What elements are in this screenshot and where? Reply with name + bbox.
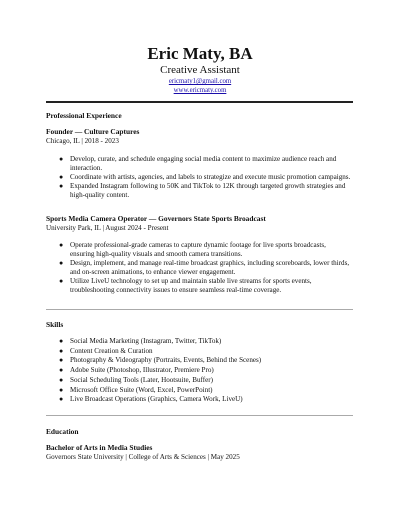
skills-list xyxy=(59,337,352,405)
job-title: Founder — Culture Captures xyxy=(46,127,140,136)
school-meta: Governors State University | College of Arts & Sciences | May 2025 xyxy=(46,452,240,461)
list-item: ● Social Media Marketing (Instagram, Twitter, TikTok) xyxy=(59,337,222,345)
list-item: ● Adobe Suite (Photoshop, Illustrator, Premiere Pro) xyxy=(59,366,214,375)
candidate-title: Creative Assistant xyxy=(160,64,240,76)
website-link[interactable]: www.ericmaty.com xyxy=(173,87,227,94)
list-item: ● Microsoft Office Suite (Word, Excel, PowerPoint) xyxy=(59,385,213,394)
bullet-icon: ● xyxy=(59,241,64,249)
list-item: ● Operate professional-grade cameras to capture dynamic footage for live sports broadcasts, ensuring high-quality visuals and smooth camera transitions. xyxy=(59,241,326,258)
degree-title: Bachelor of Arts in Media Studies xyxy=(46,443,153,452)
bullet-icon: ● xyxy=(59,366,64,375)
resume-header xyxy=(0,44,400,95)
list-item: ● Expanded Instagram following to 50K and TikTok to 12K through targeted growth strategies and high-quality content. xyxy=(59,181,346,199)
email-link[interactable]: ericmaty1@gmail.com xyxy=(168,78,232,85)
job-1 xyxy=(46,127,356,146)
bullet-icon: ● xyxy=(59,337,64,345)
header-divider xyxy=(46,101,353,103)
education-entry xyxy=(46,443,356,462)
job-title: Sports Media Camera Operator — Governors State Sports Broadcast xyxy=(46,214,266,223)
list-item: ● Design, implement, and manage real-time broadcast graphics, including scoreboards, lower thirds, and on-screen animations, to enhance viewer engagement. xyxy=(59,258,350,276)
bullet-icon: ● xyxy=(59,375,64,384)
section-divider xyxy=(46,309,353,310)
bullet-icon: ● xyxy=(59,172,64,181)
bullet-icon: ● xyxy=(59,258,64,267)
job-meta: University Park, IL | August 2024 - Present xyxy=(46,223,169,232)
list-item: ● Develop, curate, and schedule engaging social media content to maximize audience reach and interaction. xyxy=(59,155,337,172)
education-heading: Education xyxy=(46,427,79,436)
bullet-icon: ● xyxy=(59,356,64,365)
bullet-icon: ● xyxy=(59,385,64,394)
list-item: ● Photography & Videography (Portraits, Events, Behind the Scenes) xyxy=(59,356,262,365)
job-meta: Chicago, IL | 2018 - 2023 xyxy=(46,136,119,145)
bullet-icon: ● xyxy=(59,395,64,404)
job-1-bullets xyxy=(59,155,352,200)
list-item: ● Live Broadcast Operations (Graphics, Camera Work, LiveU) xyxy=(59,395,243,404)
list-item: ● Content Creation & Curation xyxy=(59,346,153,355)
job-2-bullets xyxy=(59,241,352,294)
job-2 xyxy=(46,214,356,233)
bullet-icon: ● xyxy=(59,276,64,285)
list-item: ● Social Scheduling Tools (Later, Hootsuite, Buffer) xyxy=(59,375,213,384)
section-divider xyxy=(46,415,353,416)
candidate-name: Eric Maty, BA xyxy=(147,44,253,63)
bullet-icon: ● xyxy=(59,155,64,163)
bullet-icon: ● xyxy=(59,346,64,355)
experience-heading: Professional Experience xyxy=(46,111,122,120)
list-item: ● Coordinate with artists, agencies, and labels to strategize and execute music promotion campaigns. xyxy=(59,172,351,181)
bullet-icon: ● xyxy=(59,181,64,190)
list-item: ● Utilize LiveU technology to set up and maintain stable live streams for sports events, troubleshooting connectivity issues to ensure seamless real-time coverage. xyxy=(59,276,312,294)
skills-heading: Skills xyxy=(46,320,64,329)
